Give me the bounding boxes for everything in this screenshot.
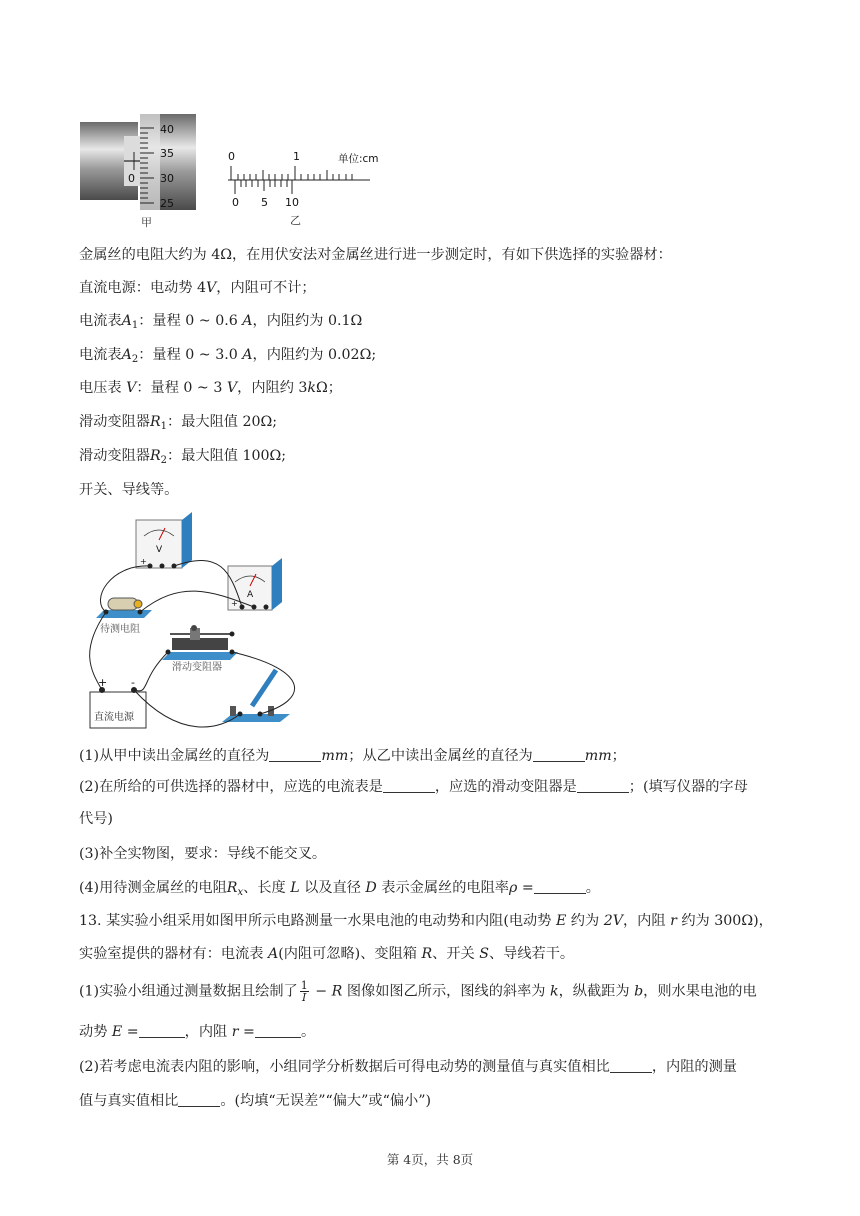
answer-blank[interactable] <box>255 1023 301 1038</box>
svg-text:A: A <box>247 590 254 600</box>
measurement-figure <box>78 112 398 230</box>
fraction-one-over-i: $\frac{1}{I}$ <box>300 979 308 1004</box>
micrometer-tick-40: 40 <box>160 123 174 136</box>
equip-rheostat-2: 滑动变阻器$R_2$：最大阻值 100Ω; <box>79 448 287 466</box>
answer-blank[interactable] <box>577 778 629 793</box>
equip-switch: 开关、导线等。 <box>79 482 179 498</box>
caliper-main-0: 0 <box>228 150 235 163</box>
label-jia: 甲 <box>141 216 152 229</box>
answer-blank[interactable] <box>178 1092 220 1107</box>
equip-rheostat-1: 滑动变阻器$R_1$：最大阻值 20Ω; <box>79 414 278 432</box>
q12-part2-cont: 代号) <box>79 811 113 827</box>
q12-part2: (2)在所给的可供选择的器材中，应选的电流表是 ，应选的滑动变阻器是 ；(填写仪器的字母 <box>79 779 748 795</box>
micrometer-tick-35: 35 <box>160 147 174 160</box>
caliper-vernier-5: 5 <box>261 196 268 209</box>
q13-part2: (2)若考虑电流表内阻的影响，小组同学分析数据后可得电动势的测量值与真实值相比 ，内阻的测量 <box>79 1059 737 1075</box>
svg-text:直流电源: 直流电源 <box>94 712 134 723</box>
micrometer-tick-30: 30 <box>160 172 174 185</box>
q13-line2: 实验室提供的器材有：电流表 A(内阻可忽略)、变阻箱 R、开关 S、导线若干。 <box>79 946 575 962</box>
q12-part4: (4)用待测金属丝的电阻$R_x$、长度 L 以及直径 D 表示金属丝的电阻率ρ = 。 <box>79 880 600 898</box>
svg-text:V: V <box>156 545 163 555</box>
answer-blank[interactable] <box>533 747 585 762</box>
svg-text:-: - <box>131 676 135 689</box>
svg-text:+: + <box>140 557 147 566</box>
caliper-main-1: 1 <box>293 150 300 163</box>
ammeter <box>228 558 282 610</box>
equip-ammeter-2: 电流表$A_2$：量程 0 ~ 3.0 A，内阻约为 0.02Ω; <box>79 347 377 365</box>
voltmeter <box>136 512 192 569</box>
svg-text:+: + <box>98 676 108 689</box>
svg-text:+: + <box>231 599 238 608</box>
caliper-vernier-scale <box>235 180 292 194</box>
label-yi: 乙 <box>290 214 301 227</box>
micrometer-sleeve-0: 0 <box>128 172 135 185</box>
answer-blank[interactable] <box>383 778 435 793</box>
q13-part2-cont: 值与真实值相比 。(均填“无误差”“偏大”或“偏小”) <box>79 1093 431 1109</box>
q12-part3: (3)补全实物图，要求：导线不能交叉。 <box>79 846 327 862</box>
equip-voltmeter: 电压表 V：量程 0 ~ 3 V，内阻约 3kΩ； <box>79 380 342 396</box>
q13-line1: 13. 某实验小组采用如图甲所示电路测量一水果电池的电动势和内阻(电动势 E 约为 2V，内阻 r 约为 300Ω)， <box>79 913 773 929</box>
switch <box>222 670 290 722</box>
intro-text: 金属丝的电阻大约为 4Ω，在用伏安法对金属丝进行进一步测定时，有如下供选择的实验器材： <box>79 247 672 263</box>
answer-blank[interactable] <box>139 1023 185 1038</box>
test-resistor <box>96 598 152 635</box>
q13-part1-cont: 动势 E = ，内阻 r = 。 <box>79 1024 316 1040</box>
circuit-diagram <box>80 510 310 732</box>
equip-ammeter-1: 电流表$A_1$：量程 0 ~ 0.6 A，内阻约为 0.1Ω <box>79 313 363 331</box>
q13-part1: (1)实验小组通过测量数据且绘制了 $\frac{1}{I}$ − R 图像如图乙所示，图线的斜率为 k，纵截距为 b，则水果电池的电 <box>79 979 757 1004</box>
micrometer-tick-25: 25 <box>160 197 174 210</box>
q12-part1: (1)从甲中读出金属丝的直径为 mm；从乙中读出金属丝的直径为 mm； <box>79 748 626 764</box>
caliper-vernier-10: 10 <box>285 196 299 209</box>
rheostat <box>162 625 238 673</box>
caliper-vernier-0: 0 <box>232 196 239 209</box>
answer-blank[interactable] <box>534 879 586 894</box>
svg-text:滑动变阻器: 滑动变阻器 <box>172 662 222 673</box>
svg-text:待测电阻: 待测电阻 <box>100 624 140 635</box>
page-footer: 第 4页，共 8页 <box>386 1152 474 1167</box>
caliper-main-scale <box>228 166 370 180</box>
equip-source: 直流电源：电动势 4V，内阻可不计； <box>79 280 316 296</box>
answer-blank[interactable] <box>610 1058 652 1073</box>
answer-blank[interactable] <box>269 747 321 762</box>
caliper-unit: 单位:cm <box>338 153 379 165</box>
